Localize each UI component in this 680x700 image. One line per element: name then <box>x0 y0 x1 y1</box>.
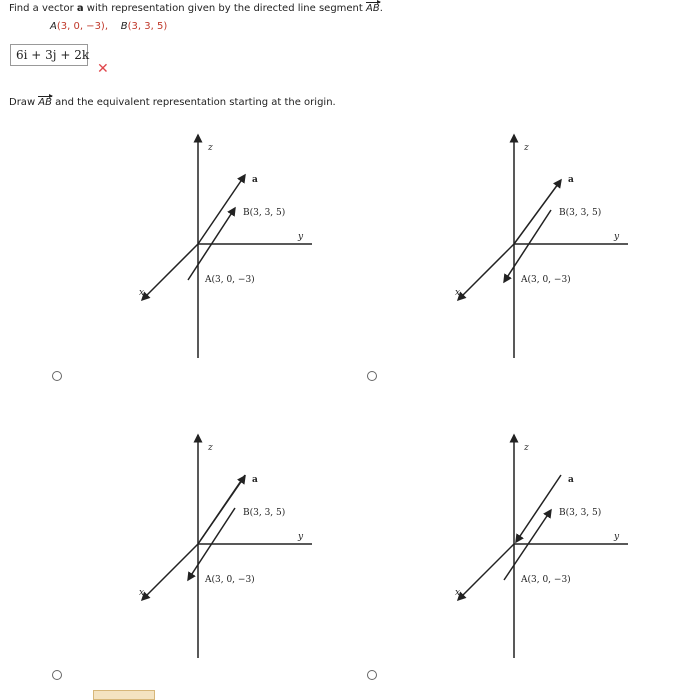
graph-option-2 <box>446 130 680 360</box>
point-a-label: A(3, 0, −3) <box>521 275 571 285</box>
point-b-coords: (3, 3, 5) <box>127 21 168 32</box>
point-a-label: A(3, 0, −3) <box>521 575 571 585</box>
y-axis-label: y <box>614 532 620 542</box>
y-axis-label: y <box>298 532 304 542</box>
z-axis-label: z <box>524 443 529 453</box>
x-axis-label: x <box>455 288 461 298</box>
segment-ab-2: AB <box>38 97 52 108</box>
vector-label: a <box>252 175 258 185</box>
vector-label: a <box>252 475 258 485</box>
point-a-label: A(3, 0, −3) <box>205 275 255 285</box>
z-axis-label: z <box>208 143 213 153</box>
radio-option-1[interactable] <box>52 371 62 381</box>
point-b-label: B(3, 3, 5) <box>243 208 286 218</box>
point-a-coords: (3, 0, −3), <box>56 21 109 32</box>
graph-option-3 <box>130 430 430 660</box>
partial-button[interactable] <box>93 690 155 700</box>
radio-option-2[interactable] <box>367 371 377 381</box>
x-axis-label: x <box>139 588 145 598</box>
x-axis <box>458 544 514 600</box>
segment-ab: AB <box>366 3 380 14</box>
vector-label: a <box>568 175 574 185</box>
vector-a <box>514 180 561 244</box>
x-axis-label: x <box>455 588 461 598</box>
points-given: A(3, 0, −3), B(3, 3, 5) <box>50 21 168 32</box>
vector-a <box>198 175 245 244</box>
radio-option-4[interactable] <box>367 670 377 680</box>
z-axis-label: z <box>524 143 529 153</box>
answer-input[interactable]: 6i + 3j + 2k <box>10 44 88 66</box>
graph-option-4 <box>446 430 680 660</box>
point-a-label: A(3, 0, −3) <box>205 575 255 585</box>
question-text: Find a vector a with representation given by the directed line segment AB. <box>9 3 383 14</box>
point-b-label: B(3, 3, 5) <box>243 508 286 518</box>
point-b-label: B(3, 3, 5) <box>559 508 602 518</box>
vector-a-head <box>200 476 245 541</box>
x-mark-icon: ✕ <box>97 61 109 77</box>
z-axis-label: z <box>208 443 213 453</box>
draw-prompt: Draw AB and the equivalent representation starting at the origin. <box>9 97 336 108</box>
x-axis <box>142 244 198 300</box>
vector-a <box>516 475 561 542</box>
vector-ab <box>504 510 551 580</box>
y-axis-label: y <box>614 232 620 242</box>
x-axis-label: x <box>139 288 145 298</box>
graph-option-1 <box>130 130 430 360</box>
vector-label: a <box>568 475 574 485</box>
y-axis-label: y <box>298 232 304 242</box>
point-b-label: B(3, 3, 5) <box>559 208 602 218</box>
radio-option-3[interactable] <box>52 670 62 680</box>
x-axis <box>142 544 198 600</box>
x-axis <box>458 244 514 300</box>
vector-symbol: a <box>76 3 84 14</box>
